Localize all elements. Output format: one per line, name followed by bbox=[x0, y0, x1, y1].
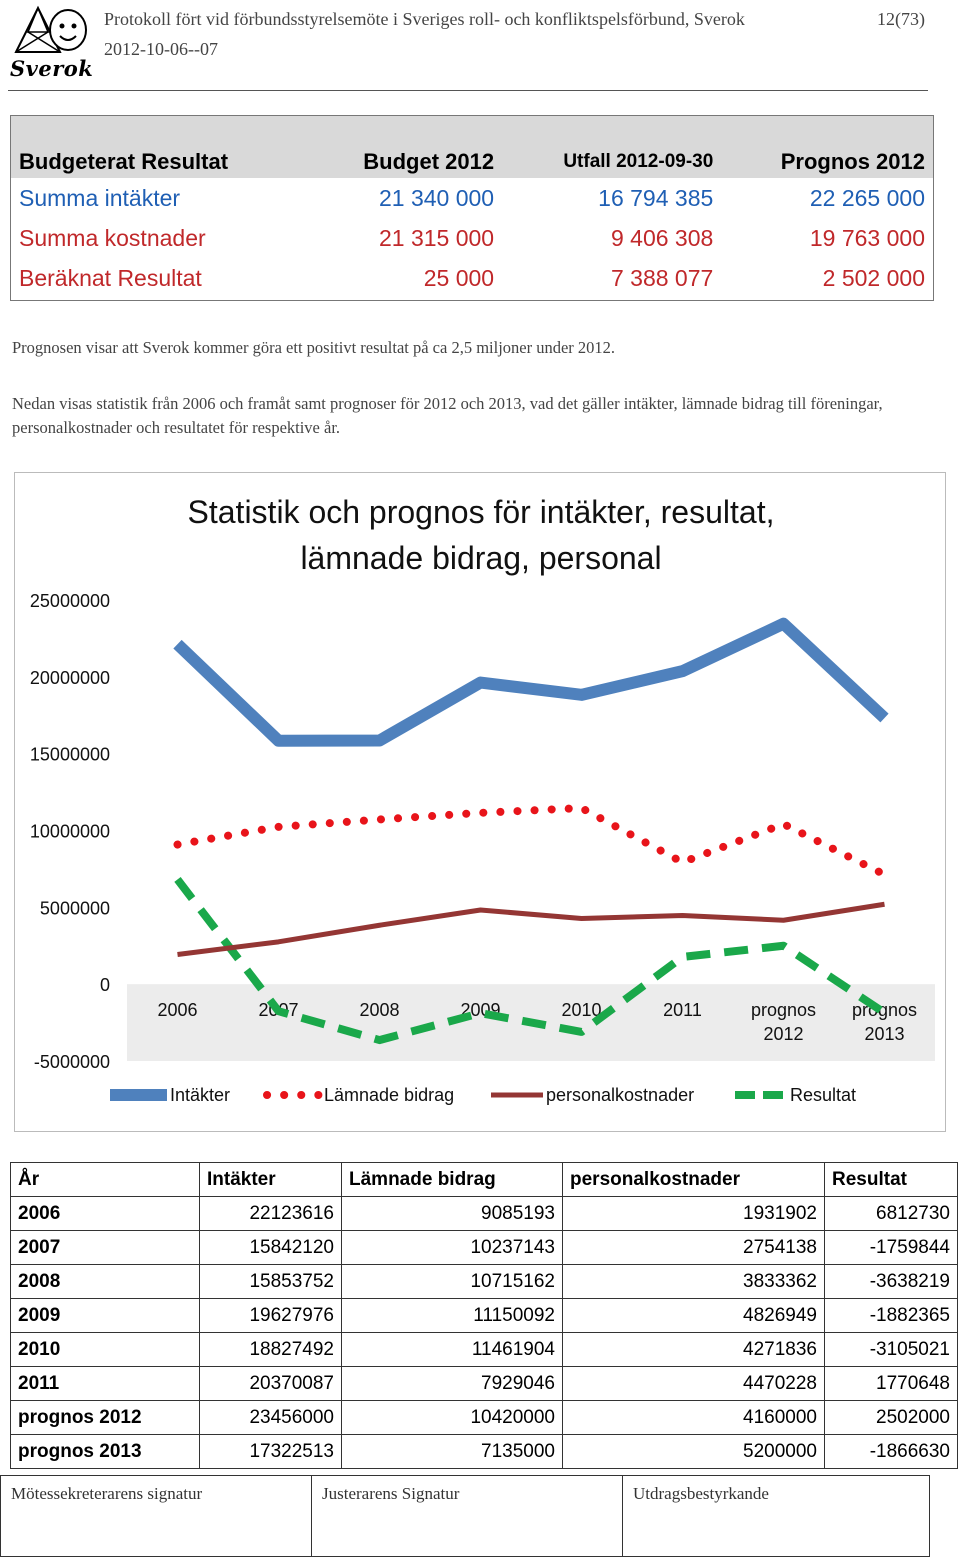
stats-cell: 4160000 bbox=[563, 1401, 825, 1435]
stats-col-resultat: Resultat bbox=[825, 1163, 958, 1197]
x-tick-label: 2008 bbox=[359, 1000, 400, 1021]
stats-cell: 7135000 bbox=[342, 1435, 563, 1469]
stats-cell: 7929046 bbox=[342, 1367, 563, 1401]
stats-row bbox=[11, 1333, 958, 1367]
y-tick-label: 5000000 bbox=[39, 898, 110, 919]
stats-year-cell: 2006 bbox=[11, 1197, 200, 1231]
budget-col-utfall: Utfall 2012-09-30 bbox=[502, 145, 721, 178]
legend-label: Intäkter bbox=[170, 1085, 231, 1105]
budget-row bbox=[11, 218, 933, 258]
budget-row bbox=[11, 258, 933, 298]
line-chart bbox=[14, 472, 946, 1132]
budget-col-prognos: Prognos 2012 bbox=[721, 145, 933, 178]
stats-cell: 10715162 bbox=[342, 1265, 563, 1299]
signature-table bbox=[0, 1475, 930, 1557]
stats-row bbox=[11, 1299, 958, 1333]
x-tick-label: prognos bbox=[750, 1000, 817, 1021]
series-line-lämnade-bidrag bbox=[178, 808, 885, 874]
stats-year-cell: 2011 bbox=[11, 1367, 200, 1401]
logo-text: Sverok bbox=[10, 56, 94, 81]
page-header bbox=[0, 0, 960, 95]
stats-cell: -3638219 bbox=[825, 1265, 958, 1299]
stats-cell: 11461904 bbox=[342, 1333, 563, 1367]
stats-cell: 6812730 bbox=[825, 1197, 958, 1231]
stats-cell: 15842120 bbox=[200, 1231, 342, 1265]
x-tick-label: 2011 bbox=[663, 1000, 702, 1021]
budget-cell: 21 315 000 bbox=[378, 224, 495, 251]
stats-cell: -1866630 bbox=[825, 1435, 958, 1469]
stats-cell: 20370087 bbox=[200, 1367, 342, 1401]
stats-cell: 9085193 bbox=[342, 1197, 563, 1231]
stats-cell: 23456000 bbox=[200, 1401, 342, 1435]
budget-col-label: Budgeterat Resultat bbox=[11, 145, 308, 178]
stats-year-cell: prognos 2012 bbox=[11, 1401, 200, 1435]
signature-secretary: Mötessekreterarens signatur bbox=[1, 1476, 312, 1557]
budget-cell: 22 265 000 bbox=[809, 184, 925, 211]
statistics-table bbox=[10, 1162, 958, 1469]
stats-row bbox=[11, 1435, 958, 1469]
stats-cell: 18827492 bbox=[200, 1333, 342, 1367]
stats-col-intakter: Intäkter bbox=[200, 1163, 342, 1197]
stats-cell: 1770648 bbox=[825, 1367, 958, 1401]
stats-year-cell: 2010 bbox=[11, 1333, 200, 1367]
stats-col-personal: personalkostnader bbox=[563, 1163, 825, 1197]
document-date: 2012-10-06--07 bbox=[104, 39, 218, 59]
series-line-intäkter bbox=[178, 624, 885, 741]
legend-label: personalkostnader bbox=[546, 1085, 695, 1105]
budget-cell: 25 000 bbox=[423, 264, 495, 291]
stats-year-cell: 2008 bbox=[11, 1265, 200, 1299]
stats-cell: 4470228 bbox=[563, 1367, 825, 1401]
header-divider bbox=[8, 90, 928, 91]
stats-cell: 5200000 bbox=[563, 1435, 825, 1469]
stats-cell: 2502000 bbox=[825, 1401, 958, 1435]
y-tick-label: 10000000 bbox=[29, 821, 110, 842]
stats-row bbox=[11, 1367, 958, 1401]
stats-cell: 19627976 bbox=[200, 1299, 342, 1333]
chart-title-line-1: Statistik och prognos för intäkter, resultat, bbox=[187, 494, 775, 530]
budget-cell: 2 502 000 bbox=[822, 264, 925, 291]
stats-year-cell: prognos 2013 bbox=[11, 1435, 200, 1469]
stats-cell: 3833362 bbox=[563, 1265, 825, 1299]
x-tick-label: 2009 bbox=[460, 1000, 501, 1021]
y-tick-label: 25000000 bbox=[29, 591, 110, 611]
x-tick-label: 2007 bbox=[258, 1000, 299, 1021]
budget-row-label: Summa kostnader bbox=[19, 224, 206, 251]
budget-cell: 7 388 077 bbox=[610, 264, 714, 291]
stats-cell: 11150092 bbox=[342, 1299, 563, 1333]
budget-cell: 19 763 000 bbox=[809, 224, 925, 251]
stats-row bbox=[11, 1265, 958, 1299]
budget-row bbox=[11, 178, 933, 218]
budget-header-row bbox=[11, 145, 933, 178]
x-tick-label: prognos bbox=[851, 1000, 918, 1021]
stats-row bbox=[11, 1197, 958, 1231]
stats-cell: 22123616 bbox=[200, 1197, 342, 1231]
legend-label: Lämnade bidrag bbox=[324, 1085, 455, 1105]
stats-cell: 15853752 bbox=[200, 1265, 342, 1299]
stats-cell: -1759844 bbox=[825, 1231, 958, 1265]
document-title: Protokoll fört vid förbundsstyrelsemöte i Sveriges roll- och konfliktspelsförbund, Sverok bbox=[104, 9, 745, 29]
x-tick-label: 2013 bbox=[864, 1024, 905, 1045]
y-tick-label: 20000000 bbox=[29, 667, 110, 688]
stats-year-cell: 2007 bbox=[11, 1231, 200, 1265]
stats-col-bidrag: Lämnade bidrag bbox=[342, 1163, 563, 1197]
budget-cell: 21 340 000 bbox=[378, 184, 495, 211]
x-tick-label: 2012 bbox=[763, 1024, 804, 1045]
stats-cell: 17322513 bbox=[200, 1435, 342, 1469]
stats-col-year: År bbox=[11, 1163, 200, 1197]
budget-cell: 16 794 385 bbox=[598, 184, 714, 211]
paragraph-prognos: Prognosen visar att Sverok kommer göra ett positivt resultat på ca 2,5 miljoner under 2012. bbox=[12, 338, 616, 357]
budget-cell: 9 406 308 bbox=[610, 224, 714, 251]
budget-col-budget: Budget 2012 bbox=[308, 145, 502, 178]
stats-cell: -1882365 bbox=[825, 1299, 958, 1333]
budget-top-band bbox=[11, 116, 933, 145]
budget-row-label: Summa intäkter bbox=[19, 184, 181, 211]
stats-row bbox=[11, 1231, 958, 1265]
x-tick-label: 2010 bbox=[561, 1000, 602, 1021]
stats-cell: 10237143 bbox=[342, 1231, 563, 1265]
legend-label: Resultat bbox=[790, 1085, 857, 1105]
paragraph-statistik: Nedan visas statistik från 2006 och framåt samt prognoser för 2012 och 2013, vad det gäller intäkter, lämnade bidrag till föreningar, personalkostnader och resultatet för respektive år. bbox=[12, 394, 883, 437]
stats-cell: 4826949 bbox=[563, 1299, 825, 1333]
budget-row-label: Beräknat Resultat bbox=[19, 264, 202, 291]
chart-title-line-2: lämnade bidrag, personal bbox=[300, 540, 662, 576]
signature-adjuster: Justerarens Signatur bbox=[312, 1476, 623, 1557]
chart-canvas bbox=[15, 473, 947, 1133]
x-tick-label: 2006 bbox=[157, 1000, 198, 1021]
stats-cell: 4271836 bbox=[563, 1333, 825, 1367]
stats-row bbox=[11, 1401, 958, 1435]
stats-header-row bbox=[11, 1163, 958, 1197]
stats-cell: -3105021 bbox=[825, 1333, 958, 1367]
y-tick-label: 0 bbox=[99, 975, 110, 996]
signature-extract: Utdragsbestyrkande bbox=[623, 1476, 930, 1557]
page-number: 12(73) bbox=[877, 9, 925, 29]
stats-cell: 10420000 bbox=[342, 1401, 563, 1435]
budget-table bbox=[10, 115, 934, 301]
stats-year-cell: 2009 bbox=[11, 1299, 200, 1333]
stats-cell: 2754138 bbox=[563, 1231, 825, 1265]
stats-cell: 1931902 bbox=[563, 1197, 825, 1231]
y-tick-label: -5000000 bbox=[33, 1052, 110, 1072]
y-tick-label: 15000000 bbox=[29, 744, 110, 765]
